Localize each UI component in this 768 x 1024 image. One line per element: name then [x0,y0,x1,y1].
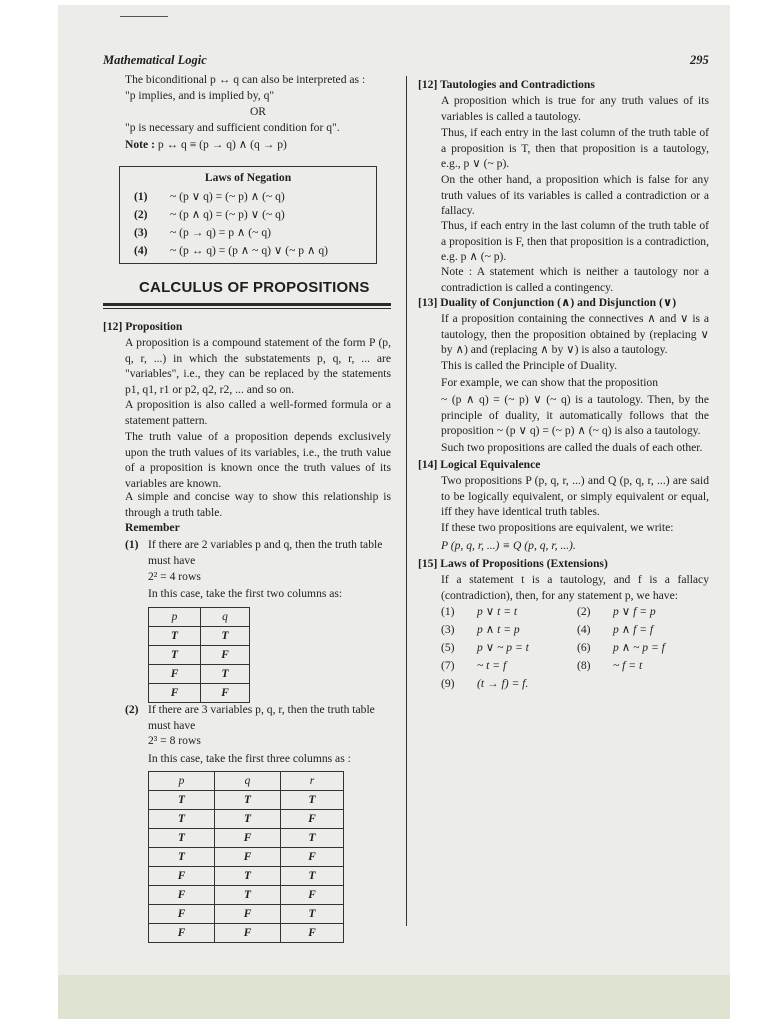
law-formula: (t → f) = f. [477,677,529,690]
table-cell: T [201,665,250,684]
law-number: (4) [134,244,148,257]
equivalence-formula: P (p, q, r, ...) ≡ Q (p, q, r, ...). [441,539,576,552]
section-rule [103,303,391,306]
note-label: Note : [125,138,155,151]
truth-table-2-vars [148,607,250,703]
table-row [149,627,250,646]
law-item [441,640,529,656]
remember-2-columns: In this case, take the first three columns as : [148,752,351,765]
table-cell: F [149,665,201,684]
table-cell: F [149,886,215,905]
note-formula: p ↔ q ≡ (p → q) ∧ (q → p) [157,138,287,151]
table-row [149,829,344,848]
law-number: (8) [577,659,591,672]
law-number: (9) [441,677,455,690]
table-row [149,886,344,905]
table-cell: F [149,684,201,703]
table-cell: F [149,867,215,886]
laws-of-negation-box [119,166,377,264]
negation-box-title: Laws of Negation [204,171,292,184]
law-number: (3) [134,226,148,239]
law-formula: p ∨ f = p [613,605,656,618]
table-cell: F [201,684,250,703]
negation-law [134,225,271,239]
section-rule-thin [103,308,391,309]
remember-label: Remember [125,521,180,534]
table-cell: T [281,867,344,886]
contradiction-para-2: Thus, if each entry in the last column of the truth table of a proposition is F, then that proposition is a contradiction, e.g. p ∧ (~ p). [441,219,709,264]
equivalence-para-1: Two propositions P (p, q, r, ...) and Q (p, q, r, ...) are said to be logically equivalent, or simply equivalent or equal, iff they have identical truth tables. [441,474,709,519]
table-cell: T [281,791,344,810]
negation-law [134,243,328,257]
law-number: (1) [441,605,455,618]
table-row [149,867,344,886]
table-cell: T [215,886,281,905]
table-cell: T [149,627,201,646]
proposition-para-4: A simple and concise way to show this relationship is through a truth table. [125,490,391,519]
law-number: (4) [577,623,591,636]
law-number: (5) [441,641,455,654]
table-cell: T [215,867,281,886]
bicond-intro: The biconditional p ↔ q can also be interpreted as : [125,73,366,86]
law-formula: ~ (p ∨ q) = (~ p) ∧ (~ q) [170,190,285,203]
law-formula: p ∧ t = p [477,623,520,636]
contradiction-para-1: On the other hand, a proposition which is false for any truth values of its variables is called a contradiction or a fallacy. [441,173,709,218]
truth-table-3-vars [148,771,344,943]
law-number: (6) [577,641,591,654]
law-formula: ~ t = f [477,659,507,672]
table-header: p [149,608,201,627]
law-item [577,640,665,656]
law-formula: ~ f = t [613,659,643,672]
law-formula: p ∧ f = f [613,623,654,636]
tautology-para-1: A proposition which is true for any truth values of its variables is called a tautology. [441,94,709,123]
laws-intro: If a statement t is a tautology, and f is a fallacy (contradiction), then, for any statement p, we have: [441,573,709,602]
note-line [125,137,391,153]
law-item [441,604,517,620]
table-cell: T [201,627,250,646]
remember-1-text: If there are 2 variables p and q, then the truth table must have [148,538,383,567]
page-number: 295 [690,53,709,67]
law-item [441,658,506,674]
column-divider [406,76,407,926]
table-cell: T [149,848,215,867]
table-cell: F [215,924,281,943]
duality-heading: [13] Duality of Conjunction (∧) and Disjunction (∨) [418,296,677,309]
table-cell: T [149,791,215,810]
law-item [441,622,520,638]
law-number: (7) [441,659,455,672]
section-title: CALCULUS OF PROPOSITIONS [139,279,370,296]
remember-1-columns: In this case, take the first two columns as: [148,587,343,600]
table-header: q [215,772,281,791]
table-cell: F [281,810,344,829]
table-cell: T [149,646,201,665]
proposition-heading: [12] Proposition [103,320,183,333]
duality-para-2: This is called the Principle of Duality. [441,359,618,372]
bottom-scan-band [58,975,730,1019]
law-number: (2) [134,208,148,221]
law-item [577,658,642,674]
law-number: (3) [441,623,455,636]
table-cell: F [281,924,344,943]
table-cell: T [281,829,344,848]
remember-1-rows: 2² = 4 rows [148,570,201,583]
law-item [577,622,653,638]
table-header: p [149,772,215,791]
remember-1-number: (1) [125,538,139,551]
law-formula: ~ (p ∧ q) = (~ p) ∨ (~ q) [170,208,285,221]
table-cell: F [149,905,215,924]
law-number: (2) [577,605,591,618]
laws-heading: [15] Laws of Propositions (Extensions) [418,557,608,570]
table-cell: T [215,791,281,810]
table-cell: F [215,905,281,924]
contingency-note: Note : A statement which is neither a tautology nor a contradiction is called a contingency. [441,265,709,294]
table-row [149,848,344,867]
remember-2-text: If there are 3 variables p, q, r, then the truth table must have [148,703,375,732]
table-cell: F [215,829,281,848]
table-row [149,791,344,810]
table-row [149,905,344,924]
table-cell: F [149,924,215,943]
table-row [149,684,250,703]
table-cell: F [281,848,344,867]
table-cell: F [201,646,250,665]
proposition-para-1: A proposition is a compound statement of the form P (p, q, r, ...) in which the substatements p, q, r, ... are "variables", i.e., they can be replaced by the statements p1, q1, r1 or p2, q2, r2, ... and so on. [125,336,391,396]
tautology-heading: [12] Tautologies and Contradictions [418,78,595,91]
law-formula: ~ (p ↔ q) = (p ∧ ~ q) ∨ (~ p ∧ q) [170,244,329,257]
table-cell: T [149,810,215,829]
duality-para-3: For example, we can show that the proposition [441,376,659,389]
law-formula: p ∨ t = t [477,605,518,618]
table-row [149,810,344,829]
table-header: r [281,772,344,791]
table-row [149,646,250,665]
table-cell: T [215,810,281,829]
necessary-line: "p is necessary and sufficient condition for q". [125,121,340,134]
duality-para-4: ~ (p ∧ q) = (~ p) ∨ (~ q) is a tautology. Then, by the principle of duality, it automatically follows that the proposition ~ (p ∨ q) = (~ p) ∧ (~ q) is also a tautology. [441,393,709,438]
remember-2-number: (2) [125,703,139,716]
law-item [441,676,528,692]
tautology-para-2: Thus, if each entry in the last column of the truth table of a proposition is T, then that proposition is a tautology, e.g., p ∨ (~ p). [441,126,709,171]
top-scan-line [120,16,168,17]
table-cell: T [281,905,344,924]
proposition-para-2: A proposition is also called a well-formed formula or a statement pattern. [125,398,391,427]
duality-para-1: If a proposition containing the connectives ∧ and ∨ is a tautology, then the proposition obtained by (replacing ∨ by ∧) and (replacing ∧ by ∨) is also a tautology. [441,312,709,357]
or-label: OR [249,105,267,118]
law-formula: p ∨ ~ p = t [477,641,529,654]
negation-law [134,189,285,203]
table-cell: F [215,848,281,867]
equivalence-heading: [14] Logical Equivalence [418,458,541,471]
table-header: q [201,608,250,627]
table-row [149,665,250,684]
law-formula: ~ (p → q) = p ∧ (~ q) [170,226,271,239]
table-cell: F [281,886,344,905]
running-head: Mathematical Logic [103,53,207,67]
proposition-para-3: The truth value of a proposition depends exclusively upon the truth values of its variables, i.e., the truth value of a proposition is known once the truth values of its variables are known. [125,430,391,490]
remember-2-rows: 2³ = 8 rows [148,734,201,747]
table-cell: T [149,829,215,848]
law-item [577,604,656,620]
negation-law [134,207,285,221]
law-formula: p ∧ ~ p = f [613,641,665,654]
equivalence-para-2: If these two propositions are equivalent, we write: [441,521,674,534]
law-number: (1) [134,190,148,203]
table-row [149,924,344,943]
implies-line: "p implies, and is implied by, q" [125,89,275,102]
duality-para-5: Such two propositions are called the duals of each other. [441,441,703,454]
